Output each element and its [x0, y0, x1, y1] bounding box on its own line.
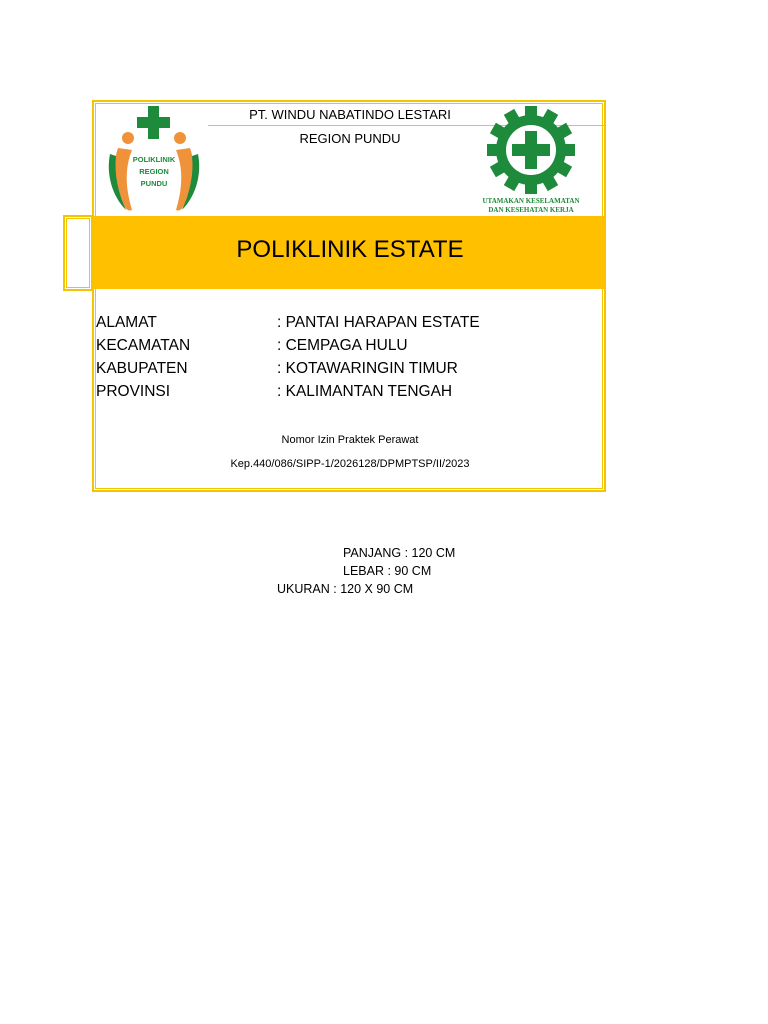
regency-value: : KOTAWARINGIN TIMUR — [277, 360, 458, 377]
left-logo-line-2: REGION — [139, 167, 169, 176]
side-tab-inner — [66, 218, 90, 288]
k3-slogan-line-1: UTAMAKAN KESELAMATAN — [482, 197, 580, 205]
left-logo-line-1: POLIKLINIK — [132, 155, 176, 164]
regency-label: KABUPATEN — [96, 360, 188, 377]
region-name: REGION PUNDU — [299, 131, 401, 146]
poliklinik-logo — [104, 104, 204, 214]
length-text: PANJANG : 120 CM — [343, 546, 456, 560]
green-cross-people-icon — [104, 104, 204, 214]
k3-logo — [476, 106, 586, 216]
address-label: ALAMAT — [96, 314, 157, 331]
permit-number: Kep.440/086/SIPP-1/2026128/DPMPTSP/II/2023 — [230, 458, 470, 470]
province-label: PROVINSI — [96, 383, 171, 400]
width-text: LEBAR : 90 CM — [343, 564, 432, 578]
left-logo-line-3: PUNDU — [140, 179, 168, 188]
sign-title: POLIKLINIK ESTATE — [236, 236, 464, 263]
district-label: KECAMATAN — [96, 337, 191, 354]
address-value: : PANTAI HARAPAN ESTATE — [277, 314, 480, 331]
k3-slogan-line-2: DAN KESEHATAN KERJA — [488, 206, 574, 214]
permit-label: Nomor Izin Praktek Perawat — [281, 434, 419, 446]
district-value: : CEMPAGA HULU — [277, 337, 408, 354]
size-text: UKURAN : 120 X 90 CM — [277, 582, 414, 596]
province-value: : KALIMANTAN TENGAH — [277, 383, 453, 400]
company-name: PT. WINDU NABATINDO LESTARI — [249, 107, 451, 122]
gear-cross-icon — [476, 106, 586, 216]
